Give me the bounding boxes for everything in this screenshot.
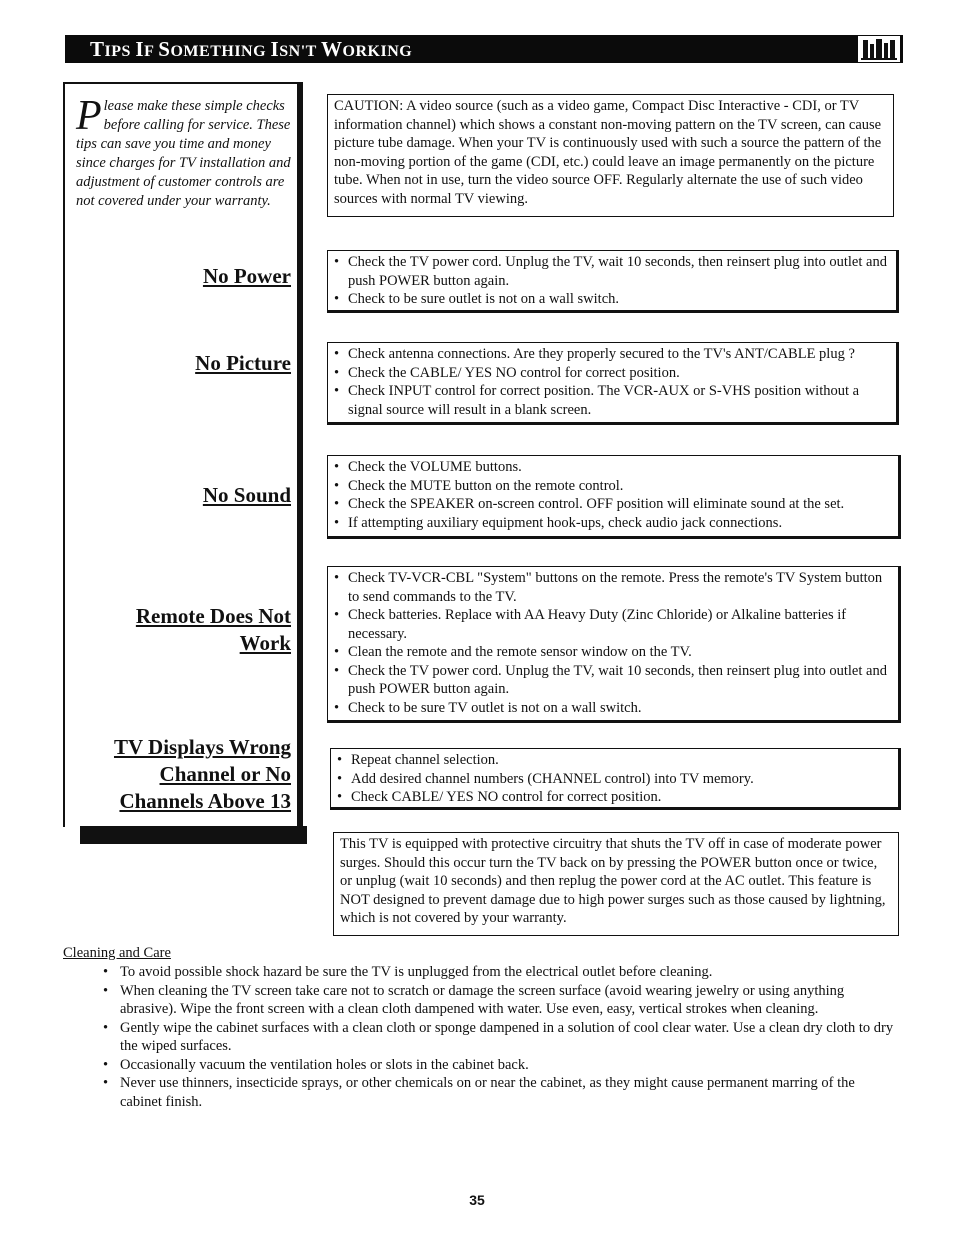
list-item: • Clean the remote and the remote sensor window on the TV.: [334, 643, 892, 662]
cleaning-list: [100, 963, 900, 1111]
remote-list: [334, 569, 892, 717]
no-power-box: [327, 250, 899, 313]
title-rest-1: IPS: [104, 43, 136, 60]
heading-no-sound: No Sound: [202, 483, 291, 507]
heading-no-power: No Power: [202, 264, 291, 288]
title-cap-2: I: [135, 37, 145, 61]
title-rest-4: SN'T: [279, 43, 322, 60]
intro-note: [76, 93, 294, 211]
list-item: • Check the MUTE button on the remote control.: [334, 477, 892, 496]
no-picture-list: [334, 345, 890, 419]
caution-box: [327, 94, 894, 217]
list-item: • Check the TV power cord. Unplug the TV, wait 10 seconds, then reinsert plug into outlet and push POWER button again.: [334, 253, 890, 290]
title-cap-5: W: [321, 37, 343, 61]
list-item: • Check the VOLUME buttons.: [334, 458, 892, 477]
list-item: • Gently wipe the cabinet surfaces with a clean cloth or sponge dampened in a solution of cool clear water. Use a clean dry cloth to dry the wiped surfaces.: [100, 1019, 900, 1056]
list-item: • Check the TV power cord. Unplug the TV, wait 10 seconds, then reinsert plug into outlet and push POWER button again.: [334, 662, 892, 699]
heading-remote: [136, 603, 291, 657]
surge-text: This TV is equipped with protective circuitry that shuts the TV off in case of moderate power surges. Should this occur turn the TV back on by pressing the POWER button once or twice, or unplug (wait 10 seconds) and then replug the power cord at the AC outlet. This feature is NOT designed to prevent damage due to high power surges such as those caused by lightning, which is not covered by your warranty.: [340, 836, 886, 926]
title-cap-4: I: [270, 37, 280, 61]
intro-text: lease make these simple checks before calling for service. These tips can save you time and money since charges for TV installation and adjustment of customer controls are not covered under your warranty.: [76, 98, 291, 209]
cleaning-title: Cleaning and Care: [63, 945, 171, 961]
page-number: 35: [469, 1192, 485, 1208]
philips-logo-icon: [858, 36, 900, 62]
sidebar-bottom-bar: [80, 826, 307, 844]
list-item: • Check antenna connections. Are they properly secured to the TV's ANT/CABLE plug ?: [334, 345, 890, 364]
heading-no-picture: No Picture: [195, 351, 291, 375]
list-item: • Add desired channel numbers (CHANNEL control) into TV memory.: [337, 770, 892, 789]
surge-protection-box: [333, 832, 899, 936]
list-item: • Check to be sure outlet is not on a wall switch.: [334, 290, 890, 309]
caution-text: CAUTION: A video source (such as a video game, Compact Disc Interactive - CDI, or TV information channel) which shows a constant non-moving pattern on the TV screen, can cause picture tube damage. When your TV is continuously used with such a source the pattern of the non-moving portion of the game (CDI, etc.) could leave an image permanently on the picture tube. When not in use, turn the video source OFF. Regularly alternate the use of such video sources with normal TV viewing.: [334, 98, 882, 207]
title-rest-3: OMETHING: [170, 43, 271, 60]
list-item: • Check batteries. Replace with AA Heavy Duty (Zinc Chloride) or Alkaline batteries if necessary.: [334, 606, 892, 643]
list-item: • Never use thinners, insecticide sprays, or other chemicals on or near the cabinet, as they might cause permanent marring of the cabinet finish.: [100, 1074, 900, 1111]
title-rest-2: F: [144, 43, 159, 60]
intro-dropcap: P: [76, 93, 102, 139]
heading-channel-line-2: Channel or No: [159, 762, 291, 786]
heading-remote-line-1: Remote Does Not: [135, 604, 291, 628]
list-item: • Check the CABLE/ YES NO control for correct position.: [334, 364, 890, 383]
no-sound-list: [334, 458, 892, 532]
list-item: • To avoid possible shock hazard be sure the TV is unplugged from the electrical outlet before cleaning.: [100, 963, 900, 982]
page-title-bar: [65, 35, 903, 63]
list-item: • Check the SPEAKER on-screen control. OFF position will eliminate sound at the set.: [334, 495, 892, 514]
title-rest-5: ORKING: [342, 43, 413, 60]
heading-channel-line-1: TV Displays Wrong: [113, 735, 291, 759]
list-item: • Check INPUT control for correct position. The VCR-AUX or S-VHS position without a signal source will result in a blank screen.: [334, 382, 890, 419]
list-item: • Check to be sure TV outlet is not on a wall switch.: [334, 699, 892, 718]
title-cap-1: T: [90, 37, 105, 61]
list-item: • Check TV-VCR-CBL "System" buttons on the remote. Press the remote's TV System button to send commands to the TV.: [334, 569, 892, 606]
no-picture-box: [327, 342, 899, 425]
title-cap-3: S: [158, 37, 171, 61]
list-item: • Repeat channel selection.: [337, 751, 892, 770]
no-power-list: [334, 253, 890, 309]
heading-channel: [114, 734, 291, 815]
list-item: • Check CABLE/ YES NO control for correct position.: [337, 788, 892, 807]
page-title: [90, 37, 412, 61]
list-item: • If attempting auxiliary equipment hook-ups, check audio jack connections.: [334, 514, 892, 533]
remote-box: [327, 566, 901, 723]
channel-list: [337, 751, 892, 807]
channel-box: [330, 748, 901, 810]
heading-channel-line-3: Channels Above 13: [119, 789, 291, 813]
list-item: • Occasionally vacuum the ventilation holes or slots in the cabinet back.: [100, 1056, 900, 1075]
no-sound-box: [327, 455, 901, 539]
list-item: • When cleaning the TV screen take care not to scratch or damage the screen surface (avoid wearing jewelry or using anything abrasive). Wipe the front screen with a clean cloth dampened with water. Use even, easy, vertical strokes when cleaning.: [100, 982, 900, 1019]
heading-remote-line-2: Work: [239, 631, 291, 655]
